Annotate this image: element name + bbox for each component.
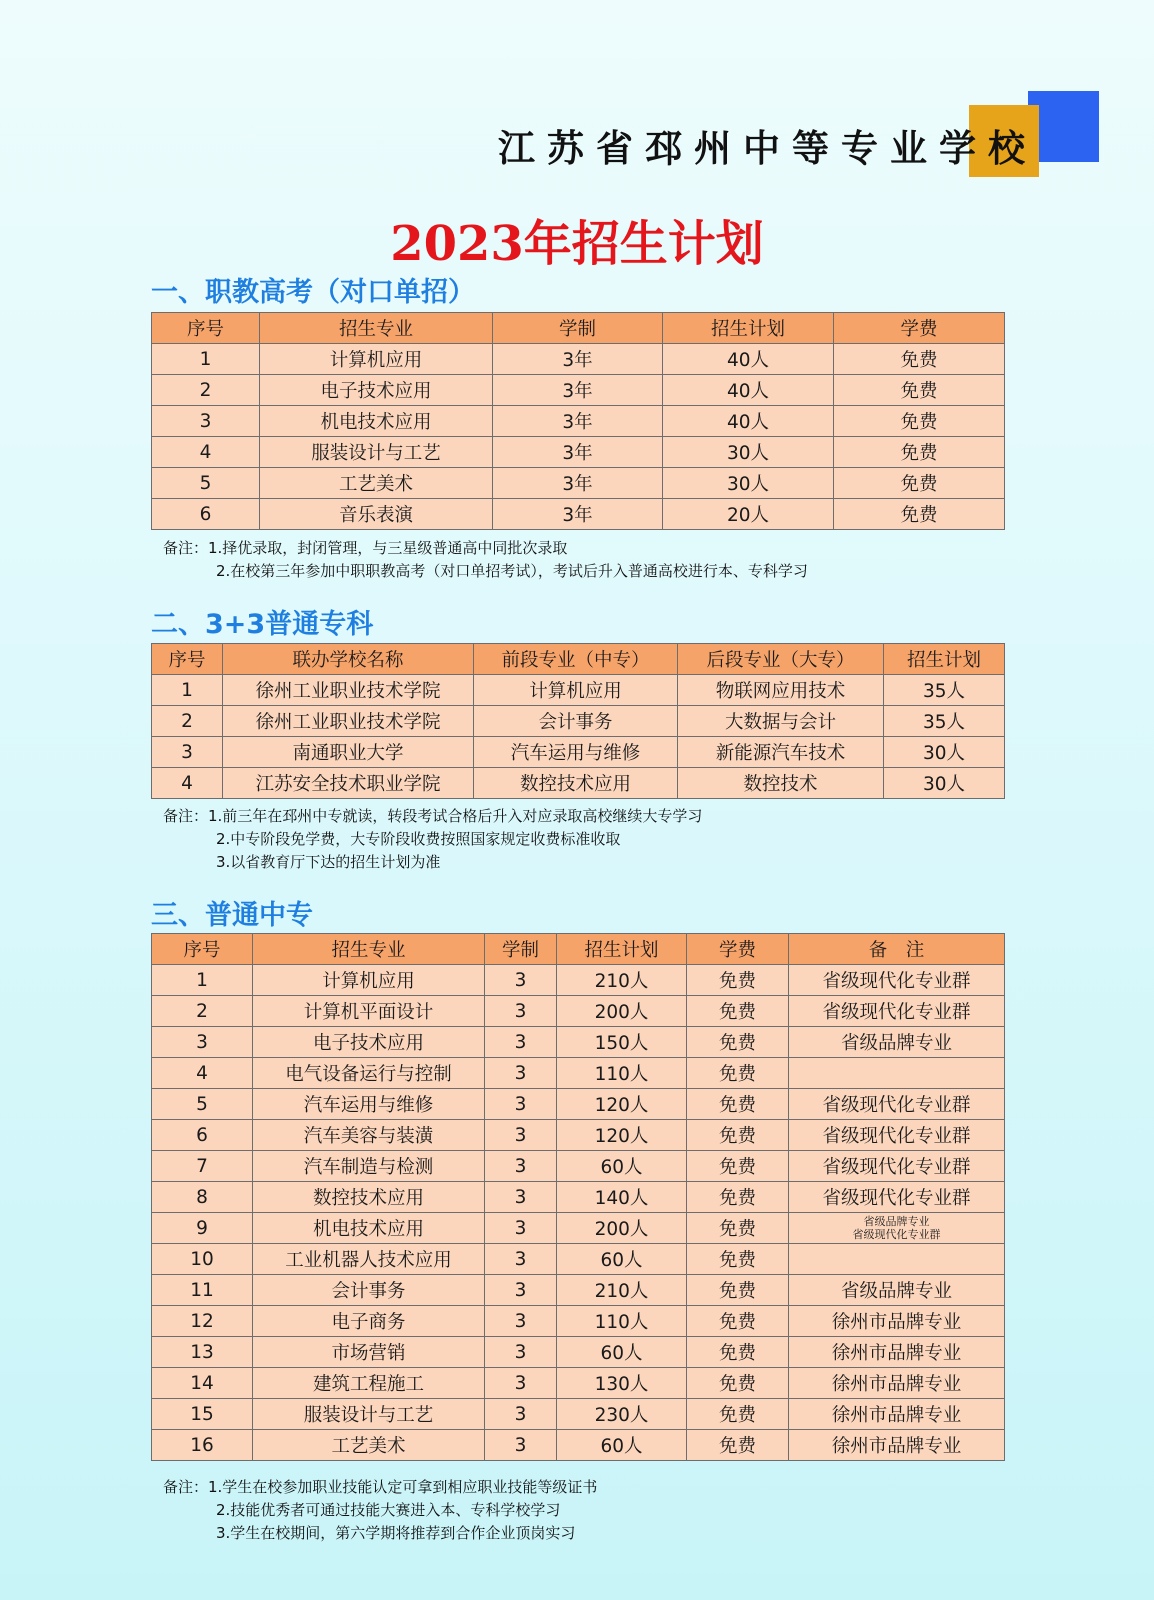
table-cell: 工艺美术: [260, 468, 493, 499]
table-cell: 140人: [557, 1182, 687, 1213]
table-cell: 免费: [687, 1151, 789, 1182]
table-cell: 5: [152, 1089, 253, 1120]
header-cell: 联办学校名称: [223, 644, 474, 675]
table-cell: 4: [152, 1058, 253, 1089]
table-cell: 3: [485, 1306, 557, 1337]
section1-body: [152, 344, 1005, 530]
note-line: 2.中专阶段免学费，大专阶段收费按照国家规定收费标准收取: [216, 830, 621, 848]
table-cell: 免费: [687, 965, 789, 996]
table-cell: 汽车美容与装潢: [253, 1120, 485, 1151]
section1-notes: [163, 537, 808, 583]
table-row: [152, 499, 1005, 530]
table-row: [152, 1368, 1005, 1399]
table-cell: [789, 1244, 1005, 1275]
table-cell: 200人: [557, 996, 687, 1027]
table-row: [152, 1151, 1005, 1182]
table-cell: 免费: [834, 468, 1005, 499]
table-row: [152, 468, 1005, 499]
table-cell: 30人: [663, 468, 834, 499]
table-cell: 会计事务: [253, 1275, 485, 1306]
table-cell: 免费: [687, 1027, 789, 1058]
table-cell: 12: [152, 1306, 253, 1337]
table-cell: 免费: [834, 406, 1005, 437]
table-cell: 汽车运用与维修: [474, 737, 678, 768]
table-cell: 计算机应用: [474, 675, 678, 706]
table-row: [152, 1213, 1005, 1244]
table-cell: 免费: [834, 344, 1005, 375]
header-cell: 序号: [152, 644, 223, 675]
table-cell: 2: [152, 996, 253, 1027]
table-cell: 电子技术应用: [260, 375, 493, 406]
note-line: 备注：1.前三年在邳州中专就读，转段考试合格后升入对应录取高校继续大专学习: [163, 807, 703, 825]
table-cell: 3年: [493, 499, 663, 530]
note-line: 2.技能优秀者可通过技能大赛进入本、专科学校学习: [216, 1501, 561, 1519]
table-cell: 免费: [687, 1120, 789, 1151]
table-cell: 35人: [884, 706, 1005, 737]
table-row: [152, 768, 1005, 799]
section1-table: [151, 312, 1005, 530]
header-cell: 招生计划: [884, 644, 1005, 675]
table-cell: 3: [485, 1151, 557, 1182]
table-cell: 3: [485, 1337, 557, 1368]
table-cell: 机电技术应用: [260, 406, 493, 437]
table-cell: [789, 1213, 1005, 1244]
table-row: [152, 1399, 1005, 1430]
table-cell: 230人: [557, 1399, 687, 1430]
header-cell: 招生计划: [663, 313, 834, 344]
table-cell: 3: [485, 1027, 557, 1058]
table-cell: 11: [152, 1275, 253, 1306]
table-cell: 建筑工程施工: [253, 1368, 485, 1399]
table-cell: 1: [152, 675, 223, 706]
table-cell: 免费: [687, 1058, 789, 1089]
table-cell: 3: [485, 1058, 557, 1089]
header-cell: 学费: [834, 313, 1005, 344]
table-cell: 3年: [493, 375, 663, 406]
table-cell: 免费: [687, 1244, 789, 1275]
table-cell: 电气设备运行与控制: [253, 1058, 485, 1089]
section2-body: [152, 675, 1005, 799]
table-cell: 免费: [834, 437, 1005, 468]
header-cell: 学费: [687, 934, 789, 965]
table-cell: 120人: [557, 1089, 687, 1120]
section2-notes: [163, 805, 702, 874]
section2-table: [151, 643, 1005, 799]
header-cell: 前段专业（中专）: [474, 644, 678, 675]
table-cell: 徐州市品牌专业: [789, 1399, 1005, 1430]
table-row: [152, 1182, 1005, 1213]
school-name: 江苏省邳州中等专业学校: [498, 126, 1037, 170]
table-row: [152, 406, 1005, 437]
table-cell: 3: [485, 1399, 557, 1430]
table-cell: 4: [152, 437, 260, 468]
table-cell: 3: [152, 1027, 253, 1058]
table-cell: 3: [485, 1430, 557, 1461]
table-cell: 20人: [663, 499, 834, 530]
table-row: [152, 375, 1005, 406]
table-cell: 5: [152, 468, 260, 499]
table-cell: 汽车制造与检测: [253, 1151, 485, 1182]
table-cell: 物联网应用技术: [678, 675, 884, 706]
table-cell: 3: [485, 1244, 557, 1275]
table-cell: 免费: [834, 375, 1005, 406]
table-cell: 110人: [557, 1058, 687, 1089]
table-row: [152, 1058, 1005, 1089]
table-cell: 1: [152, 344, 260, 375]
table-row: [152, 706, 1005, 737]
header-cell: 序号: [152, 934, 253, 965]
remark-line: 省级现代化专业群: [852, 1228, 941, 1241]
table-cell: 30人: [884, 768, 1005, 799]
table-cell: 市场营销: [253, 1337, 485, 1368]
table-cell: 工艺美术: [253, 1430, 485, 1461]
table-row: [152, 737, 1005, 768]
note-line: 备注：1.学生在校参加职业技能认定可拿到相应职业技能等级证书: [163, 1478, 598, 1496]
table-cell: 免费: [687, 1337, 789, 1368]
table-cell: 徐州工业职业技术学院: [223, 675, 474, 706]
header-cell: 学制: [493, 313, 663, 344]
table-cell: 3: [485, 1120, 557, 1151]
table-cell: 省级现代化专业群: [789, 1089, 1005, 1120]
table-row: [152, 344, 1005, 375]
table-cell: 免费: [687, 1275, 789, 1306]
table-cell: 免费: [687, 1430, 789, 1461]
table-cell: 6: [152, 1120, 253, 1151]
section3-notes: [163, 1476, 597, 1545]
table-cell: 40人: [663, 344, 834, 375]
header-cell: 招生专业: [253, 934, 485, 965]
table-cell: 3: [485, 1213, 557, 1244]
header-cell: 招生专业: [260, 313, 493, 344]
table-cell: 130人: [557, 1368, 687, 1399]
table-header-row: [152, 313, 1005, 344]
table-cell: 9: [152, 1213, 253, 1244]
table-cell: 8: [152, 1182, 253, 1213]
table-cell: 电子商务: [253, 1306, 485, 1337]
table-cell: 2: [152, 706, 223, 737]
table-row: [152, 1275, 1005, 1306]
table-cell: 徐州市品牌专业: [789, 1430, 1005, 1461]
table-cell: 13: [152, 1337, 253, 1368]
section3-table: [151, 933, 1005, 1461]
table-cell: 30人: [884, 737, 1005, 768]
table-cell: 会计事务: [474, 706, 678, 737]
table-cell: 3年: [493, 437, 663, 468]
table-cell: 计算机应用: [253, 965, 485, 996]
note-line: 2.在校第三年参加中职职教高考（对口单招考试），考试后升入普通高校进行本、专科学习: [216, 562, 808, 580]
table-header-row: [152, 934, 1005, 965]
table-cell: 免费: [687, 1089, 789, 1120]
table-cell: 3: [152, 406, 260, 437]
table-cell: 110人: [557, 1306, 687, 1337]
note-line: 3.学生在校期间，第六学期将推荐到合作企业顶岗实习: [216, 1524, 576, 1542]
table-cell: 60人: [557, 1151, 687, 1182]
table-cell: 计算机应用: [260, 344, 493, 375]
table-cell: 服装设计与工艺: [260, 437, 493, 468]
table-row: [152, 437, 1005, 468]
section1-title: 一、职教高考（对口单招）: [151, 277, 475, 308]
table-cell: 服装设计与工艺: [253, 1399, 485, 1430]
table-cell: 3: [485, 1368, 557, 1399]
table-cell: 3年: [493, 468, 663, 499]
table-cell: 免费: [834, 499, 1005, 530]
table-cell: 60人: [557, 1244, 687, 1275]
table-cell: 数控技术应用: [474, 768, 678, 799]
table-cell: 3年: [493, 344, 663, 375]
table-cell: 150人: [557, 1027, 687, 1058]
table-cell: 南通职业大学: [223, 737, 474, 768]
table-cell: 3: [485, 1275, 557, 1306]
table-cell: 14: [152, 1368, 253, 1399]
table-cell: 60人: [557, 1337, 687, 1368]
table-cell: 徐州市品牌专业: [789, 1368, 1005, 1399]
header-cell: 招生计划: [557, 934, 687, 965]
table-cell: 3: [485, 1089, 557, 1120]
table-cell: 省级现代化专业群: [789, 1182, 1005, 1213]
table-row: [152, 1120, 1005, 1151]
table-row: [152, 996, 1005, 1027]
table-cell: 200人: [557, 1213, 687, 1244]
table-cell: 省级现代化专业群: [789, 965, 1005, 996]
table-row: [152, 1430, 1005, 1461]
note-line: 3.以省教育厅下达的招生计划为准: [216, 853, 441, 871]
table-cell: 7: [152, 1151, 253, 1182]
table-row: [152, 675, 1005, 706]
table-cell: 210人: [557, 1275, 687, 1306]
table-cell: 2: [152, 375, 260, 406]
table-cell: 省级现代化专业群: [789, 996, 1005, 1027]
table-cell: 工业机器人技术应用: [253, 1244, 485, 1275]
table-cell: 35人: [884, 675, 1005, 706]
table-cell: 15: [152, 1399, 253, 1430]
table-cell: 40人: [663, 375, 834, 406]
section3-body: [152, 965, 1005, 1461]
table-header-row: [152, 644, 1005, 675]
table-row: [152, 1306, 1005, 1337]
table-cell: 30人: [663, 437, 834, 468]
table-cell: 数控技术应用: [253, 1182, 485, 1213]
table-cell: 电子技术应用: [253, 1027, 485, 1058]
table-cell: 免费: [687, 1213, 789, 1244]
table-cell: 汽车运用与维修: [253, 1089, 485, 1120]
table-row: [152, 1337, 1005, 1368]
table-cell: 3: [152, 737, 223, 768]
table-cell: 大数据与会计: [678, 706, 884, 737]
page-title: 2023年招生计划: [390, 216, 764, 272]
table-cell: 3: [485, 965, 557, 996]
table-cell: 40人: [663, 406, 834, 437]
table-row: [152, 1089, 1005, 1120]
table-cell: [789, 1058, 1005, 1089]
table-cell: 免费: [687, 1368, 789, 1399]
table-row: [152, 1244, 1005, 1275]
table-cell: 210人: [557, 965, 687, 996]
table-row: [152, 965, 1005, 996]
table-cell: 免费: [687, 1306, 789, 1337]
table-cell: 120人: [557, 1120, 687, 1151]
table-cell: 1: [152, 965, 253, 996]
table-cell: 3: [485, 996, 557, 1027]
table-cell: 10: [152, 1244, 253, 1275]
table-cell: 省级品牌专业: [789, 1275, 1005, 1306]
header-cell: 后段专业（大专）: [678, 644, 884, 675]
table-cell: 徐州市品牌专业: [789, 1337, 1005, 1368]
header-cell: 学制: [485, 934, 557, 965]
table-cell: 免费: [687, 1182, 789, 1213]
table-cell: 机电技术应用: [253, 1213, 485, 1244]
table-cell: 3: [485, 1182, 557, 1213]
note-line: 备注：1.择优录取，封闭管理，与三星级普通高中同批次录取: [163, 539, 568, 557]
table-cell: 省级品牌专业: [789, 1027, 1005, 1058]
table-cell: 省级现代化专业群: [789, 1120, 1005, 1151]
table-cell: 3年: [493, 406, 663, 437]
table-cell: 新能源汽车技术: [678, 737, 884, 768]
table-cell: 数控技术: [678, 768, 884, 799]
header-cell: 备 注: [789, 934, 1005, 965]
table-cell: 16: [152, 1430, 253, 1461]
table-cell: 4: [152, 768, 223, 799]
header-cell: 序号: [152, 313, 260, 344]
table-cell: 60人: [557, 1430, 687, 1461]
section3-title: 三、普通中专: [151, 900, 313, 931]
table-cell: 6: [152, 499, 260, 530]
table-cell: 免费: [687, 1399, 789, 1430]
section2-title: 二、3+3普通专科: [151, 609, 374, 640]
table-cell: 计算机平面设计: [253, 996, 485, 1027]
remark-line: 省级品牌专业: [863, 1215, 930, 1228]
table-cell: 免费: [687, 996, 789, 1027]
table-cell: 省级现代化专业群: [789, 1151, 1005, 1182]
table-cell: 音乐表演: [260, 499, 493, 530]
table-cell: 徐州工业职业技术学院: [223, 706, 474, 737]
table-cell: 徐州市品牌专业: [789, 1306, 1005, 1337]
table-row: [152, 1027, 1005, 1058]
table-cell: 江苏安全技术职业学院: [223, 768, 474, 799]
